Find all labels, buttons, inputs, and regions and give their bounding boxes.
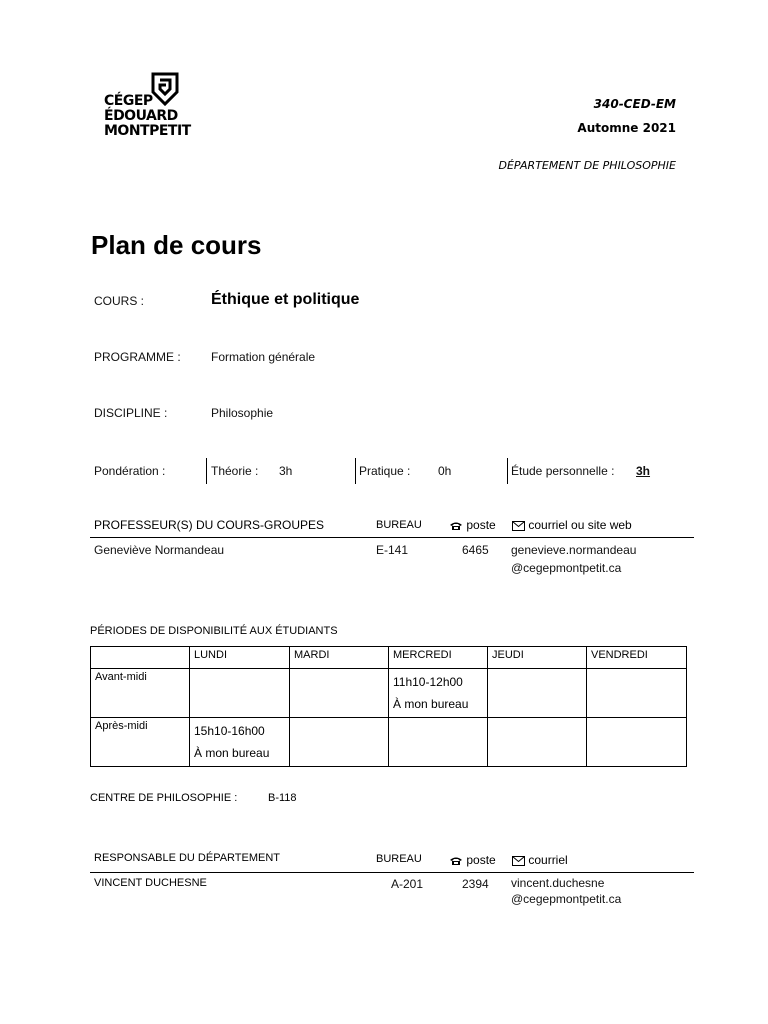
course-code: 340-CED-EM: [593, 97, 676, 111]
separator: [90, 537, 694, 538]
cours-value: Éthique et politique: [211, 291, 360, 308]
logo-line-2: ÉDOUARD: [104, 108, 178, 124]
day-header: JEUDI: [488, 647, 587, 669]
etude-value: 3h: [636, 464, 651, 478]
table-cell: [290, 669, 389, 718]
etude-label: Étude personnelle :: [511, 464, 615, 478]
discipline-label: DISCIPLINE :: [94, 406, 168, 420]
table-cell: [488, 669, 587, 718]
table-row: [91, 718, 687, 767]
responsable-poste: 2394: [462, 877, 489, 891]
cours-label: COURS :: [94, 294, 145, 308]
table-row: [91, 647, 687, 669]
divider: [507, 458, 508, 484]
logo-line-1: CÉGEP: [104, 93, 153, 109]
responsable-header-name: RESPONSABLE DU DÉPARTEMENT: [94, 852, 281, 864]
professors-header-name: PROFESSEUR(S) DU COURS-GROUPES: [94, 518, 325, 532]
divider: [355, 458, 356, 484]
table-cell: 15h10-16h00 À mon bureau: [190, 718, 290, 767]
table-cell: [587, 669, 687, 718]
email-label: courriel ou site web: [528, 518, 632, 532]
day-header: MERCREDI: [389, 647, 488, 669]
cegep-logo: [104, 72, 199, 144]
table-row: [91, 669, 687, 718]
divider: [206, 458, 207, 484]
responsable-header-bureau: BUREAU: [376, 853, 422, 865]
professor-email-line-1: genevieve.normandeau: [511, 543, 637, 557]
responsable-email-line-2: @cegepmontpetit.ca: [511, 892, 622, 906]
page-title: Plan de cours: [91, 230, 262, 260]
responsable-header-poste: [449, 853, 496, 867]
email-label: courriel: [528, 853, 568, 867]
table-cell: [488, 718, 587, 767]
telephone-icon: [449, 521, 463, 531]
theorie-value: 3h: [279, 464, 293, 478]
period-label: Avant-midi: [91, 669, 190, 718]
poste-label: poste: [466, 518, 496, 532]
day-header: LUNDI: [190, 647, 290, 669]
pratique-value: 0h: [438, 464, 452, 478]
professor-name: Geneviève Normandeau: [94, 543, 225, 557]
table-cell: [190, 669, 290, 718]
logo-line-3: MONTPETIT: [104, 123, 191, 139]
professors-header-email: [512, 518, 632, 532]
table-cell: [587, 718, 687, 767]
day-header: VENDREDI: [587, 647, 687, 669]
separator: [90, 872, 694, 873]
responsable-email-line-1: vincent.duchesne: [511, 876, 605, 890]
professors-header-poste: [449, 518, 496, 532]
centre-value: B-118: [268, 792, 297, 804]
envelope-icon: [512, 856, 525, 866]
centre-label: CENTRE DE PHILOSOPHIE :: [90, 792, 238, 804]
professors-header-bureau: BUREAU: [376, 519, 422, 531]
telephone-icon: [449, 856, 463, 866]
responsable-header-email: [512, 853, 568, 867]
responsable-bureau: A-201: [391, 877, 424, 891]
availability-title: PÉRIODES DE DISPONIBILITÉ AUX ÉTUDIANTS: [90, 625, 338, 637]
professor-bureau: E-141: [376, 543, 409, 557]
professor-email-line-2: @cegepmontpetit.ca: [511, 561, 622, 575]
programme-value: Formation générale: [211, 350, 316, 364]
table-cell: [389, 718, 488, 767]
table-cell: [290, 718, 389, 767]
table-cell: [91, 647, 190, 669]
ponderation-label: Pondération :: [94, 464, 166, 478]
professor-poste: 6465: [462, 543, 489, 557]
discipline-value: Philosophie: [211, 406, 274, 420]
theorie-label: Théorie :: [211, 464, 259, 478]
department: DÉPARTEMENT DE PHILOSOPHIE: [498, 159, 676, 172]
poste-label: poste: [466, 853, 496, 867]
table-cell: 11h10-12h00 À mon bureau: [389, 669, 488, 718]
day-header: MARDI: [290, 647, 389, 669]
availability-table: [90, 646, 687, 767]
pratique-label: Pratique :: [359, 464, 411, 478]
envelope-icon: [512, 521, 525, 531]
responsable-name: VINCENT DUCHESNE: [94, 877, 207, 889]
cegep-g-shield-icon: [151, 72, 179, 106]
programme-label: PROGRAMME :: [94, 350, 181, 364]
session: Automne 2021: [577, 121, 676, 135]
period-label: Après-midi: [91, 718, 190, 767]
